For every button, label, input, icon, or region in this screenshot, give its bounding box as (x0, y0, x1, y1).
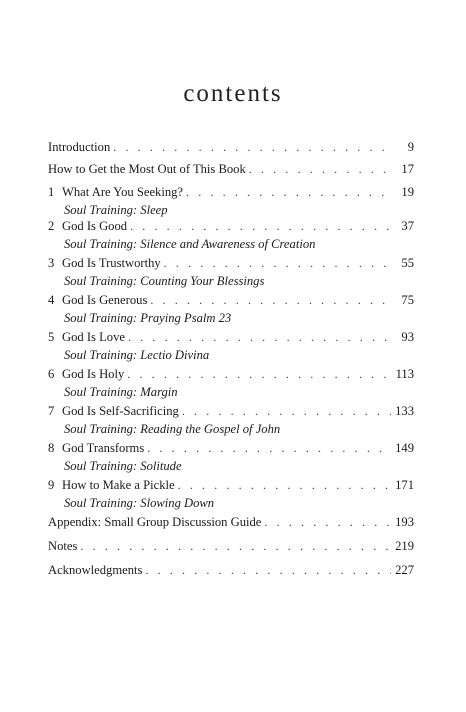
entry-title: God Is Trustworthy (62, 256, 161, 270)
chapter-number: 6 (48, 367, 55, 381)
page-number: 19 (401, 185, 414, 199)
toc-entry-line (48, 539, 414, 556)
dot-leader (249, 162, 391, 177)
toc-entry (48, 441, 414, 475)
chapter-number: 3 (48, 256, 55, 270)
toc-entry (48, 478, 414, 512)
dot-leader (145, 563, 391, 578)
page-number: 171 (395, 478, 414, 492)
toc-entry (48, 515, 414, 532)
toc-entry (48, 162, 414, 179)
dot-leader (182, 404, 391, 419)
toc-entry (48, 404, 414, 438)
toc-entry-line (48, 515, 414, 532)
toc-entry-line (48, 256, 414, 273)
dot-leader (113, 140, 391, 155)
chapter-number: 5 (48, 330, 55, 344)
toc-entry (48, 256, 414, 290)
toc-entry-line (48, 140, 414, 157)
entry-title: God Is Good (62, 219, 128, 233)
entry-title: Appendix: Small Group Discussion Guide (48, 515, 262, 529)
toc-entry (48, 219, 414, 253)
soul-training-subtitle: Soul Training: Solitude (64, 459, 182, 473)
page-number: 17 (401, 162, 414, 176)
soul-training-subtitle: Soul Training: Counting Your Blessings (64, 274, 265, 288)
toc-entry-line (48, 478, 414, 495)
dot-leader (150, 293, 391, 308)
toc-entry (48, 330, 414, 364)
dot-leader (164, 256, 391, 271)
soul-training-subtitle: Soul Training: Sleep (64, 203, 168, 217)
page-number: 193 (395, 515, 414, 529)
toc-entry (48, 367, 414, 401)
page-number: 113 (395, 367, 414, 381)
toc-entry-line (48, 404, 414, 421)
soul-training-subtitle: Soul Training: Silence and Awareness of Creation (64, 237, 316, 251)
entry-title: Notes (48, 539, 78, 553)
page-title: contents (183, 80, 283, 107)
entry-title: What Are You Seeking? (62, 185, 184, 199)
toc-entry (48, 293, 414, 327)
dot-leader (80, 539, 391, 554)
page-number: 93 (401, 330, 414, 344)
entry-title: God Is Self-Sacrificing (62, 404, 179, 418)
chapter-number: 7 (48, 404, 55, 418)
toc-entry-line (48, 293, 414, 310)
toc-entry (48, 563, 414, 580)
toc-entry-line (48, 563, 414, 580)
toc-entry-line (48, 219, 414, 236)
toc-entry (48, 140, 414, 157)
chapter-number: 2 (48, 219, 55, 233)
chapter-number: 8 (48, 441, 55, 455)
page-number: 55 (401, 256, 414, 270)
page-number: 227 (395, 563, 414, 577)
chapter-number: 4 (48, 293, 55, 307)
page-number: 37 (401, 219, 414, 233)
dot-leader (178, 478, 391, 493)
entry-title: God Is Generous (62, 293, 148, 307)
toc-entry-line (48, 185, 414, 202)
entry-title: God Is Love (62, 330, 125, 344)
toc-entry-line (48, 367, 414, 384)
toc-entry-line (48, 330, 414, 347)
soul-training-subtitle: Soul Training: Margin (64, 385, 178, 399)
soul-training-subtitle: Soul Training: Reading the Gospel of John (64, 422, 281, 436)
entry-title: How to Make a Pickle (62, 478, 175, 492)
soul-training-subtitle: Soul Training: Slowing Down (64, 496, 215, 510)
dot-leader (264, 515, 391, 530)
page-number: 133 (395, 404, 414, 418)
dot-leader (127, 367, 391, 382)
toc-entry (48, 185, 414, 219)
entry-title: God Is Holy (62, 367, 125, 381)
entry-title: Acknowledgments (48, 563, 143, 577)
soul-training-subtitle: Soul Training: Lectio Divina (64, 348, 210, 362)
dot-leader (186, 185, 391, 200)
soul-training-subtitle: Soul Training: Praying Psalm 23 (64, 311, 232, 325)
chapter-number: 1 (48, 185, 55, 199)
entry-title: How to Get the Most Out of This Book (48, 162, 246, 176)
toc-entry-line (48, 441, 414, 458)
dot-leader (147, 441, 391, 456)
page-number: 9 (407, 140, 414, 154)
page-number: 219 (395, 539, 414, 553)
toc-entry (48, 539, 414, 556)
entry-title: God Transforms (62, 441, 145, 455)
chapter-number: 9 (48, 478, 55, 492)
dot-leader (128, 330, 391, 345)
page-number: 75 (401, 293, 414, 307)
dot-leader (130, 219, 391, 234)
toc-entry-line (48, 162, 414, 179)
page-number: 149 (395, 441, 414, 455)
entry-title: Introduction (48, 140, 111, 154)
